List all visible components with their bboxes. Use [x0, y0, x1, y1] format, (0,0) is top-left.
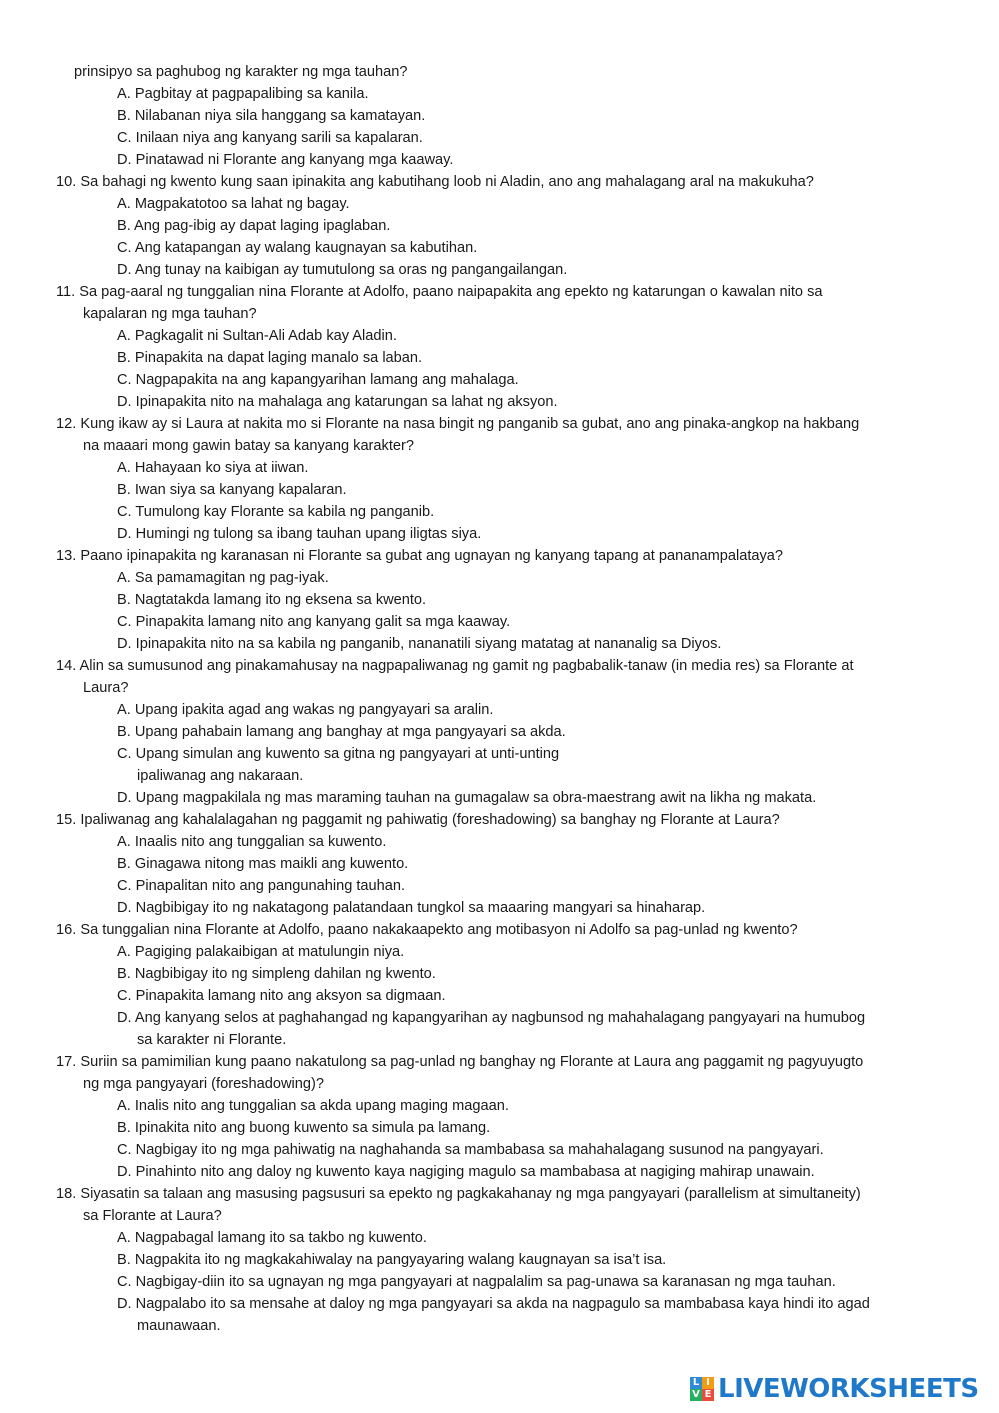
option-text: Pinatawad ni Florante ang kanyang mga kaaway.: [135, 152, 454, 168]
option-text: Nagbibigay ito ng simpleng dahilan ng kwento.: [134, 966, 436, 982]
option-text: Ginagawa nitong mas maikli ang kuwento.: [134, 856, 409, 872]
option-letter: C.: [117, 130, 132, 146]
option-text: Pinapakita lamang nito ang aksyon sa digmaan.: [135, 988, 446, 1004]
answer-option[interactable]: [0, 1293, 999, 1315]
answer-option[interactable]: [0, 501, 999, 523]
answer-option[interactable]: [0, 633, 999, 655]
option-letter: A.: [117, 1230, 131, 1246]
option-letter: D.: [117, 900, 132, 916]
option-text: Ang kanyang selos at paghahangad ng kapangyarihan ay nagbunsod ng mahahalagang pangyayari na humubog: [134, 1010, 866, 1026]
option-letter: A.: [117, 196, 131, 212]
option-text: Tumulong kay Florante sa kabila ng panganib.: [135, 504, 435, 520]
answer-option[interactable]: [0, 1249, 999, 1271]
option-text-continuation: maunawaan.: [137, 1318, 221, 1334]
question-block: [0, 1183, 999, 1337]
question-line: Suriin sa pamimilian kung paano nakatulong sa pag-unlad ng banghay ng Florante at Laura ang paggamit ng pagyuyugto: [80, 1054, 864, 1070]
option-text: Ipinakita nito ang buong kuwento sa simula pa lamang.: [134, 1120, 491, 1136]
answer-option[interactable]: [0, 1227, 999, 1249]
option-letter: B.: [117, 482, 131, 498]
question-text: [0, 655, 999, 677]
option-text: Hahayaan ko siya at iiwan.: [134, 460, 309, 476]
question-number: 11.: [56, 284, 76, 300]
question-text: [0, 1051, 999, 1073]
option-letter: C.: [117, 504, 132, 520]
option-letter: A.: [117, 460, 131, 476]
question-line: na maaari mong gawin batay sa kanyang karakter?: [83, 438, 414, 454]
question-line: Sa tunggalian nina Florante at Adolfo, paano nakakaapekto ang motibasyon ni Adolfo sa pag-unlad ng kwento?: [80, 922, 798, 938]
option-text: Upang pahabain lamang ang banghay at mga pangyayari sa akda.: [134, 724, 566, 740]
question-block: [0, 1051, 999, 1183]
option-text: Ang katapangan ay walang kaugnayan sa kabutihan.: [134, 240, 478, 256]
answer-option[interactable]: [0, 721, 999, 743]
option-text: Iwan siya sa kanyang kapalaran.: [134, 482, 347, 498]
question-list: [0, 171, 999, 1337]
question-text: [0, 809, 999, 831]
option-text: Upang ipakita agad ang wakas ng pangyayari sa aralin.: [134, 702, 494, 718]
answer-option[interactable]: [0, 611, 999, 633]
answer-option[interactable]: [0, 193, 999, 215]
answer-option[interactable]: [0, 523, 999, 545]
option-text: Nagpakita ito ng magkakahiwalay na pangyayaring walang kaugnayan sa isa’t isa.: [134, 1252, 667, 1268]
answer-option[interactable]: [0, 941, 999, 963]
option-letter: D.: [117, 262, 132, 278]
option-letter: A.: [117, 570, 131, 586]
option-text: Nilabanan niya sila hanggang sa kamatayan.: [134, 108, 426, 124]
logo-letter: V: [690, 1389, 702, 1401]
option-text: Pinapalitan nito ang pangunahing tauhan.: [135, 878, 406, 894]
option-text: Pagbitay at pagpapalibing sa kanila.: [134, 86, 369, 102]
option-letter: B.: [117, 966, 131, 982]
answer-option[interactable]: [0, 831, 999, 853]
worksheet-page: [0, 61, 999, 1337]
answer-option[interactable]: [0, 743, 999, 765]
question-line: Laura?: [83, 680, 129, 696]
question-text: [0, 919, 999, 941]
option-text: Nagpapakita na ang kapangyarihan lamang ang mahalaga.: [135, 372, 519, 388]
option-letter: C.: [117, 1274, 132, 1290]
logo-letter: L: [690, 1377, 702, 1389]
option-text-continuation: ipaliwanag ang nakaraan.: [137, 768, 304, 784]
option-letter: D.: [117, 636, 132, 652]
option-letter: D.: [117, 152, 132, 168]
answer-option[interactable]: [0, 347, 999, 369]
option-letter: C.: [117, 746, 132, 762]
question-line: Kung ikaw ay si Laura at nakita mo si Florante na nasa bingit ng panganib sa gubat, ano ang pinaka-angkop na hakbang: [80, 416, 860, 432]
question-block: [0, 809, 999, 919]
option-text: Pinapakita na dapat laging manalo sa laban.: [134, 350, 423, 366]
answer-option[interactable]: [0, 83, 999, 105]
intro-options: [0, 83, 999, 171]
question-block: [0, 413, 999, 545]
option-letter: C.: [117, 1142, 132, 1158]
option-text: Pinahinto nito ang daloy ng kuwento kaya nagiging magulo sa mambabasa at nagiging mahirap unawain.: [135, 1164, 815, 1180]
question-block: [0, 545, 999, 655]
question-text: [0, 171, 999, 193]
question-number: 14.: [56, 658, 77, 674]
option-letter: A.: [117, 328, 131, 344]
intro-question-continuation: prinsipyo sa paghubog ng karakter ng mga tauhan?: [74, 64, 408, 80]
answer-option[interactable]: [0, 479, 999, 501]
question-text: [0, 545, 999, 567]
answer-option[interactable]: [0, 699, 999, 721]
option-letter: B.: [117, 350, 131, 366]
answer-option[interactable]: [0, 787, 999, 809]
question-line: Sa pag-aaral ng tunggalian nina Florante at Adolfo, paano naipapakita ang epekto ng katarungan o kawalan nito sa: [79, 284, 823, 300]
option-text: Nagtatakda lamang ito ng eksena sa kwento.: [134, 592, 427, 608]
option-text: Nagbigay-diin ito sa ugnayan ng mga pangyayari at nagpalalim sa pag-unawa sa karanasan ng mga tauhan.: [135, 1274, 836, 1290]
answer-option[interactable]: [0, 237, 999, 259]
option-letter: D.: [117, 1296, 132, 1312]
option-text: Upang magpakilala ng mas maraming tauhan na gumagalaw sa obra-maestrang awit na likha ng makata.: [135, 790, 817, 806]
question-block: [0, 655, 999, 809]
question-number: 16.: [56, 922, 77, 938]
option-text: Pinapakita lamang nito ang kanyang galit sa mga kaaway.: [135, 614, 511, 630]
question-number: 18.: [56, 1186, 77, 1202]
answer-option[interactable]: [0, 1271, 999, 1293]
option-letter: D.: [117, 1010, 132, 1026]
answer-option[interactable]: [0, 259, 999, 281]
option-text: Pagiging palakaibigan at matulungin niya.: [134, 944, 405, 960]
answer-option[interactable]: [0, 985, 999, 1007]
option-letter: A.: [117, 702, 131, 718]
option-text: Inilaan niya ang kanyang sarili sa kapalaran.: [135, 130, 423, 146]
answer-option[interactable]: [0, 1139, 999, 1161]
question-block: [0, 281, 999, 413]
answer-option[interactable]: [0, 853, 999, 875]
question-number: 12.: [56, 416, 77, 432]
option-letter: B.: [117, 218, 131, 234]
question-line: ng mga pangyayari (foreshadowing)?: [83, 1076, 324, 1092]
option-text-continuation: sa karakter ni Florante.: [137, 1032, 287, 1048]
question-line: Ipaliwanag ang kahalalagahan ng paggamit ng pahiwatig (foreshadowing) sa banghay ng Florante at Laura?: [80, 812, 780, 828]
option-letter: B.: [117, 856, 131, 872]
liveworksheets-logo: [690, 1374, 979, 1404]
option-letter: A.: [117, 834, 131, 850]
option-text: Nagpabagal lamang ito sa takbo ng kuwento.: [134, 1230, 427, 1246]
answer-option[interactable]: [0, 1117, 999, 1139]
option-letter: B.: [117, 724, 131, 740]
option-letter: A.: [117, 944, 131, 960]
question-line: Alin sa sumusunod ang pinakamahusay na nagpapaliwanag ng gamit ng pagbabalik-tanaw (in media res) sa Florante at: [79, 658, 854, 674]
option-letter: C.: [117, 240, 132, 256]
question-block: [0, 919, 999, 1051]
question-text: [0, 413, 999, 435]
option-text: Humingi ng tulong sa ibang tauhan upang iligtas siya.: [135, 526, 482, 542]
option-text: Magpakatotoo sa lahat ng bagay.: [134, 196, 350, 212]
answer-option[interactable]: [0, 325, 999, 347]
option-letter: A.: [117, 86, 131, 102]
option-text: Ipinapakita nito na sa kabila ng panganib, nananatili siyang matatag at nananalig sa Diyos.: [135, 636, 722, 652]
answer-option[interactable]: [0, 105, 999, 127]
option-text: Upang simulan ang kuwento sa gitna ng pangyayari at unti-unting: [135, 746, 560, 762]
answer-option[interactable]: [0, 963, 999, 985]
option-text: Inalis nito ang tunggalian sa akda upang maging magaan.: [134, 1098, 509, 1114]
question-line: Siyasatin sa talaan ang masusing pagsusuri sa epekto ng pagkakahanay ng mga pangyayari (parallelism at simultaneity): [80, 1186, 861, 1202]
option-letter: D.: [117, 394, 132, 410]
option-text: Pagkagalit ni Sultan-Ali Adab kay Aladin.: [134, 328, 397, 344]
answer-option[interactable]: [0, 875, 999, 897]
question-line: Paano ipinapakita ng karanasan ni Florante sa gubat ang ugnayan ng kanyang tapang at pananampalataya?: [80, 548, 784, 564]
option-letter: B.: [117, 108, 131, 124]
answer-option[interactable]: [0, 369, 999, 391]
liveworksheets-logo-icon: [690, 1377, 714, 1401]
logo-letter: I: [702, 1377, 714, 1389]
option-letter: C.: [117, 372, 132, 388]
option-letter: B.: [117, 592, 131, 608]
option-text: Sa pamamagitan ng pag-iyak.: [134, 570, 329, 586]
option-letter: B.: [117, 1120, 131, 1136]
option-letter: C.: [117, 988, 132, 1004]
question-number: 10.: [56, 174, 77, 190]
option-letter: C.: [117, 878, 132, 894]
option-text: Nagpalabo ito sa mensahe at daloy ng mga pangyayari sa akda na nagpagulo sa mambabasa kaya hindi ito agad: [135, 1296, 870, 1312]
question-text: [0, 1183, 999, 1205]
answer-option[interactable]: [0, 1095, 999, 1117]
question-number: 13.: [56, 548, 77, 564]
option-letter: D.: [117, 1164, 132, 1180]
question-number: 15.: [56, 812, 77, 828]
option-text: Nagbibigay ito ng nakatagong palatandaan tungkol sa maaaring mangyari sa hinaharap.: [135, 900, 706, 916]
option-letter: D.: [117, 790, 132, 806]
answer-option[interactable]: [0, 589, 999, 611]
option-text: Ipinapakita nito na mahalaga ang katarungan sa lahat ng aksyon.: [135, 394, 558, 410]
option-letter: C.: [117, 614, 132, 630]
question-number: 17.: [56, 1054, 77, 1070]
answer-option[interactable]: [0, 567, 999, 589]
answer-option[interactable]: [0, 897, 999, 919]
worksheet-content: [0, 61, 999, 1337]
answer-option[interactable]: [0, 1161, 999, 1183]
question-block: [0, 171, 999, 281]
option-text: Inaalis nito ang tunggalian sa kuwento.: [134, 834, 387, 850]
question-line: kapalaran ng mga tauhan?: [83, 306, 257, 322]
question-line: sa Florante at Laura?: [83, 1208, 222, 1224]
option-text: Ang pag-ibig ay dapat laging ipaglaban.: [134, 218, 391, 234]
answer-option[interactable]: [0, 127, 999, 149]
option-letter: A.: [117, 1098, 131, 1114]
question-text: [0, 281, 999, 303]
brand-text: LIVEWORKSHEETS: [718, 1374, 979, 1404]
answer-option[interactable]: [0, 215, 999, 237]
answer-option[interactable]: [0, 391, 999, 413]
option-letter: B.: [117, 1252, 131, 1268]
option-letter: D.: [117, 526, 132, 542]
option-text: Nagbigay ito ng mga pahiwatig na naghahanda sa mambabasa sa mahahalagang susunod na pangyayari.: [135, 1142, 824, 1158]
answer-option[interactable]: [0, 1007, 999, 1029]
option-text: Ang tunay na kaibigan ay tumutulong sa oras ng pangangailangan.: [134, 262, 568, 278]
question-line: Sa bahagi ng kwento kung saan ipinakita ang kabutihang loob ni Aladin, ano ang mahalagang aral na makukuha?: [80, 174, 814, 190]
logo-letter: E: [702, 1389, 714, 1401]
answer-option[interactable]: [0, 457, 999, 479]
answer-option[interactable]: [0, 149, 999, 171]
